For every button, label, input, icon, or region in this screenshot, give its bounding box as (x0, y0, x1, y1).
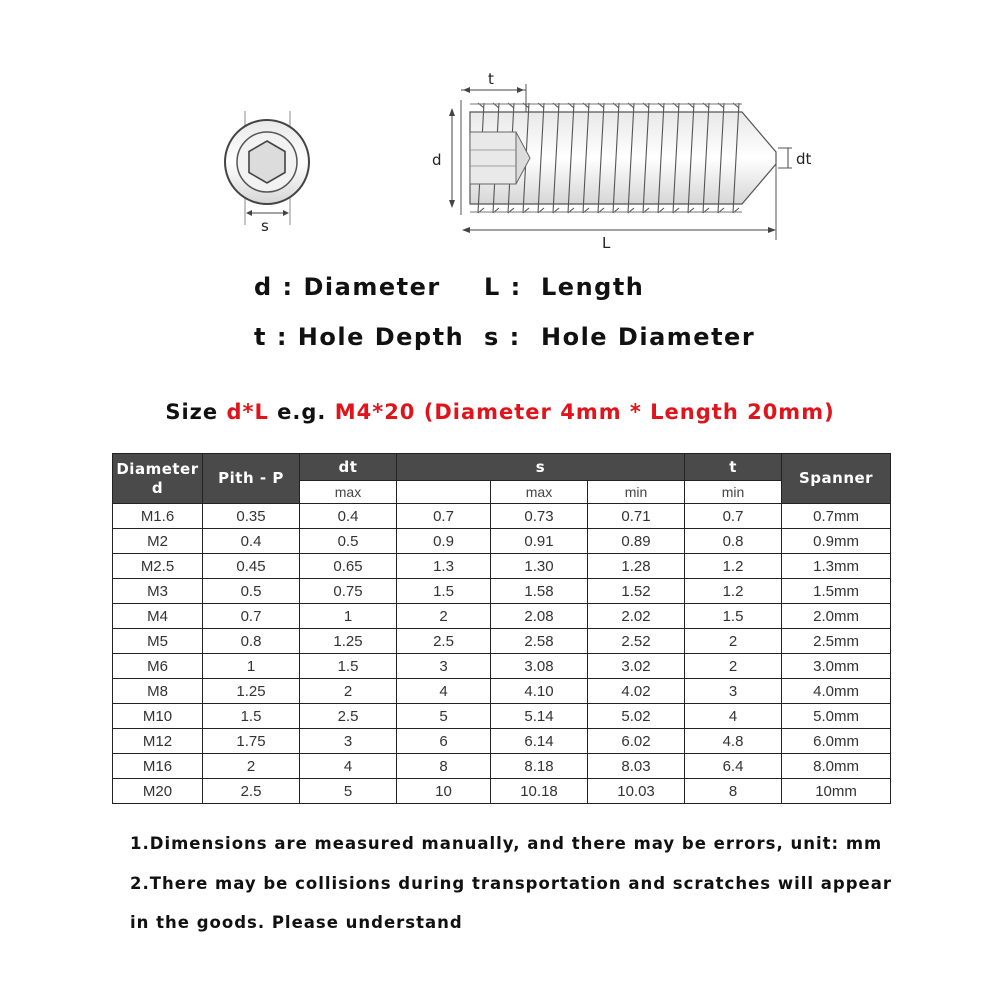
table-cell: 1.5 (300, 654, 397, 679)
size-example: M4*20 (Diameter 4mm * Length 20mm) (334, 400, 835, 424)
table-cell: M3 (113, 579, 203, 604)
size-dl: d*L (226, 400, 269, 424)
table-cell: M5 (113, 629, 203, 654)
table-cell: 0.5 (203, 579, 300, 604)
header-pitch: Pith - P (203, 454, 300, 504)
table-cell: 1.25 (300, 629, 397, 654)
table-cell: 1.28 (588, 554, 685, 579)
table-cell: 0.91 (491, 529, 588, 554)
table-cell: 10.03 (588, 779, 685, 804)
table-row (113, 604, 891, 629)
table-cell: 3 (300, 729, 397, 754)
table-cell: 8.03 (588, 754, 685, 779)
table-cell: 10 (397, 779, 491, 804)
header-t-min: min (685, 481, 782, 504)
table-row (113, 754, 891, 779)
table-cell: 1.25 (203, 679, 300, 704)
table-cell: 3 (685, 679, 782, 704)
table-cell: 1 (203, 654, 300, 679)
table-cell: 2.52 (588, 629, 685, 654)
table-cell: 0.4 (300, 504, 397, 529)
size-eg: e.g. (268, 400, 335, 424)
table-row (113, 504, 891, 529)
table-cell: 0.8 (203, 629, 300, 654)
size-prefix: Size (165, 400, 227, 424)
note-2: 2.There may be collisions during transportation and scratches will appear (130, 874, 892, 893)
table-cell: 2 (685, 629, 782, 654)
header-s-min: min (588, 481, 685, 504)
note-2-continued: in the goods. Please understand (130, 913, 463, 932)
table-cell: 4 (397, 679, 491, 704)
table-cell: 4.0mm (782, 679, 891, 704)
table-cell: 0.73 (491, 504, 588, 529)
table-cell: 1.52 (588, 579, 685, 604)
table-cell: 2.5 (203, 779, 300, 804)
table-cell: 2.5 (397, 629, 491, 654)
table-cell: 4.10 (491, 679, 588, 704)
table-cell: M4 (113, 604, 203, 629)
table-cell: M10 (113, 704, 203, 729)
table-cell: 3 (397, 654, 491, 679)
header-s-blank (397, 481, 491, 504)
set-screw-diagram (0, 0, 1000, 260)
table-cell: 2.08 (491, 604, 588, 629)
table-cell: 2 (397, 604, 491, 629)
table-cell: 0.45 (203, 554, 300, 579)
note-1: 1.Dimensions are measured manually, and there may be errors, unit: mm (130, 834, 883, 853)
table-cell: 2.58 (491, 629, 588, 654)
table-cell: 0.7 (685, 504, 782, 529)
label-d: d (432, 151, 442, 169)
table-cell: 8 (685, 779, 782, 804)
table-cell: 6.14 (491, 729, 588, 754)
table-cell: 6 (397, 729, 491, 754)
header-diameter: Diameter d (113, 454, 203, 504)
table-cell: M2.5 (113, 554, 203, 579)
label-dt: dt (796, 150, 812, 168)
header-dt-max: max (300, 481, 397, 504)
table-cell: M6 (113, 654, 203, 679)
table-cell: 8.0mm (782, 754, 891, 779)
legend-hole-depth: t : Hole Depth (254, 323, 465, 351)
table-cell: M16 (113, 754, 203, 779)
table-cell: M20 (113, 779, 203, 804)
table-cell: 0.71 (588, 504, 685, 529)
table-cell: 1.3mm (782, 554, 891, 579)
table-cell: 0.9 (397, 529, 491, 554)
table-cell: 2.0mm (782, 604, 891, 629)
table-cell: 10mm (782, 779, 891, 804)
table-cell: 8.18 (491, 754, 588, 779)
table-cell: 0.7 (203, 604, 300, 629)
table-cell: 1.2 (685, 554, 782, 579)
table-cell: 0.8 (685, 529, 782, 554)
table-cell: 1.5mm (782, 579, 891, 604)
table-cell: 6.02 (588, 729, 685, 754)
label-L: L (602, 234, 611, 252)
table-cell: 2.02 (588, 604, 685, 629)
table-cell: 5 (397, 704, 491, 729)
table-cell: 0.5 (300, 529, 397, 554)
table-cell: 0.75 (300, 579, 397, 604)
table-cell: 1.5 (203, 704, 300, 729)
table-cell: 10.18 (491, 779, 588, 804)
table-row (113, 629, 891, 654)
table-cell: 0.65 (300, 554, 397, 579)
table-row (113, 679, 891, 704)
legend-length-value: Length (541, 273, 645, 301)
size-format-line (0, 400, 1000, 424)
table-cell: M1.6 (113, 504, 203, 529)
header-spanner: Spanner (782, 454, 891, 504)
table-row (113, 529, 891, 554)
table-cell: 1.58 (491, 579, 588, 604)
legend-diameter: d : Diameter (254, 273, 441, 301)
header-s: s (397, 454, 685, 481)
table-cell: 2 (203, 754, 300, 779)
spec-table-body (113, 504, 891, 804)
table-cell: 5.02 (588, 704, 685, 729)
table-cell: 0.89 (588, 529, 685, 554)
table-cell: 3.02 (588, 654, 685, 679)
legend-hole-diameter-key: s : (484, 323, 521, 351)
table-cell: 4.8 (685, 729, 782, 754)
table-cell: 2 (685, 654, 782, 679)
table-cell: 2 (300, 679, 397, 704)
table-cell: M8 (113, 679, 203, 704)
table-cell: 1 (300, 604, 397, 629)
spec-table (112, 453, 891, 804)
table-cell: 0.4 (203, 529, 300, 554)
label-s: s (261, 217, 269, 235)
label-t: t (488, 70, 494, 88)
header-t: t (685, 454, 782, 481)
header-s-max: max (491, 481, 588, 504)
table-cell: 0.7mm (782, 504, 891, 529)
table-cell: 0.35 (203, 504, 300, 529)
table-cell: 1.75 (203, 729, 300, 754)
header-dt: dt (300, 454, 397, 481)
table-cell: 4 (300, 754, 397, 779)
table-cell: 2.5mm (782, 629, 891, 654)
table-cell: 4 (685, 704, 782, 729)
table-cell: M12 (113, 729, 203, 754)
table-row (113, 704, 891, 729)
table-cell: 0.9mm (782, 529, 891, 554)
table-cell: 1.30 (491, 554, 588, 579)
table-cell: 1.5 (685, 604, 782, 629)
table-row (113, 654, 891, 679)
table-cell: 8 (397, 754, 491, 779)
table-cell: 2.5 (300, 704, 397, 729)
table-cell: 3.0mm (782, 654, 891, 679)
table-cell: 5 (300, 779, 397, 804)
table-row (113, 779, 891, 804)
table-cell: 1.3 (397, 554, 491, 579)
table-row (113, 554, 891, 579)
table-cell: 3.08 (491, 654, 588, 679)
end-view (225, 111, 309, 235)
legend-length-key: L : (484, 273, 522, 301)
table-cell: 1.2 (685, 579, 782, 604)
table-cell: 5.0mm (782, 704, 891, 729)
table-cell: 6.0mm (782, 729, 891, 754)
legend-hole-diameter-value: Hole Diameter (541, 323, 756, 351)
table-cell: 5.14 (491, 704, 588, 729)
table-cell: 6.4 (685, 754, 782, 779)
table-cell: M2 (113, 529, 203, 554)
table-cell: 0.7 (397, 504, 491, 529)
side-view (432, 70, 812, 252)
table-row (113, 579, 891, 604)
table-row (113, 729, 891, 754)
table-cell: 4.02 (588, 679, 685, 704)
table-cell: 1.5 (397, 579, 491, 604)
